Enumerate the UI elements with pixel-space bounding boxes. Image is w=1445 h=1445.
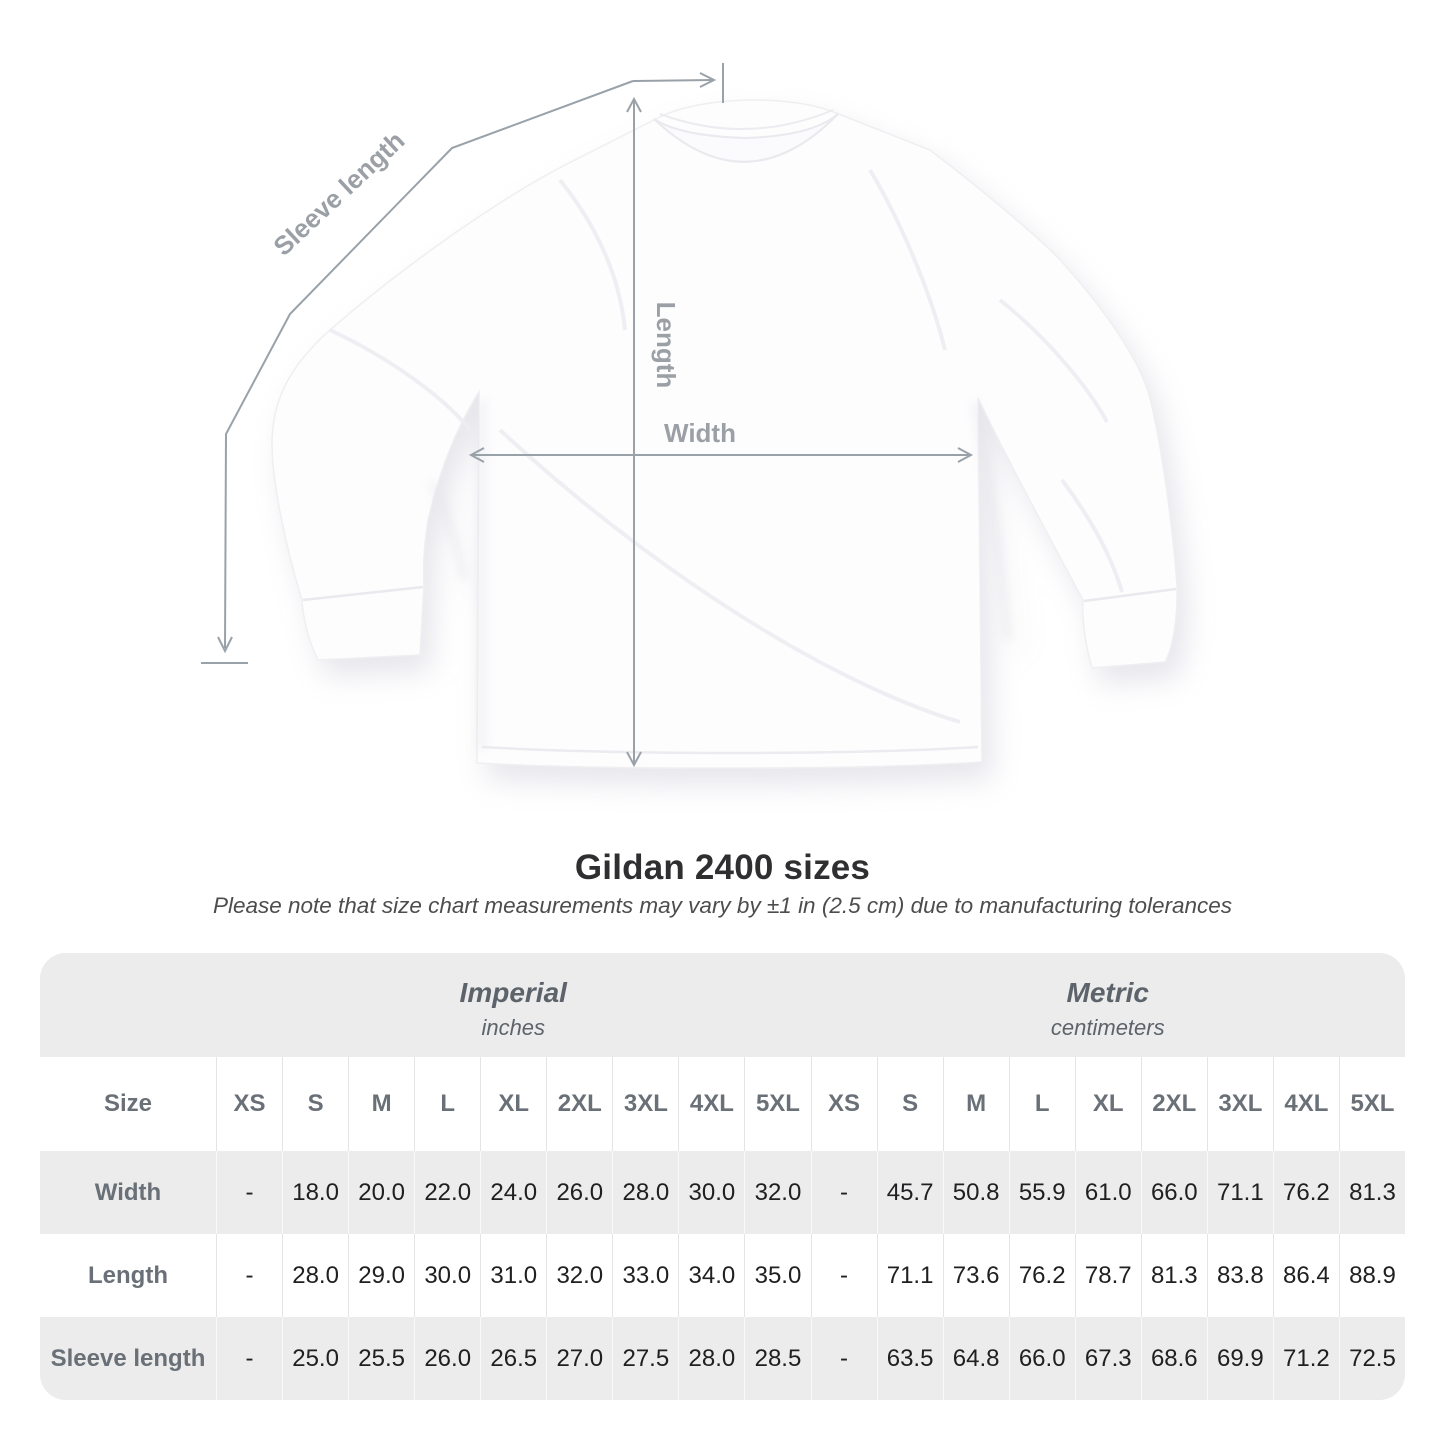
measurement-value-imperial: 32.0	[546, 1234, 612, 1317]
measurement-value-imperial: -	[216, 1317, 282, 1400]
measurement-value-imperial: 27.5	[612, 1317, 678, 1400]
size-header-metric: 2XL	[1141, 1057, 1207, 1151]
imperial-label: Imperial	[459, 977, 567, 1008]
measurement-value-imperial: 18.0	[282, 1151, 348, 1234]
size-table	[40, 953, 1405, 1400]
width-label: Width	[664, 418, 736, 448]
measurement-value-imperial: 35.0	[744, 1234, 810, 1317]
table-row-sleeve	[40, 1317, 1405, 1400]
measurement-value-metric: 61.0	[1075, 1151, 1141, 1234]
measurement-value-metric: -	[811, 1151, 877, 1234]
measurement-value-imperial: 32.0	[744, 1151, 810, 1234]
measurement-value-imperial: 24.0	[480, 1151, 546, 1234]
tolerance-note: Please note that size chart measurements may vary by ±1 in (2.5 cm) due to manufacturing tolerances	[212, 893, 1233, 918]
measurement-value-metric: 72.5	[1339, 1317, 1405, 1400]
measurement-value-imperial: 26.5	[480, 1317, 546, 1400]
metric-label: Metric	[1066, 977, 1149, 1008]
measurement-value-metric: 76.2	[1009, 1234, 1075, 1317]
measurement-value-metric: 76.2	[1273, 1151, 1339, 1234]
measurement-value-metric: 66.0	[1009, 1317, 1075, 1400]
size-header-metric: 4XL	[1273, 1057, 1339, 1151]
size-header-metric: S	[877, 1057, 943, 1151]
measurement-value-metric: 45.7	[877, 1151, 943, 1234]
size-header-imperial: M	[348, 1057, 414, 1151]
measurement-value-metric: 64.8	[943, 1317, 1009, 1400]
size-header-metric: XL	[1075, 1057, 1141, 1151]
size-header-imperial: 2XL	[546, 1057, 612, 1151]
measurement-value-imperial: 28.0	[282, 1234, 348, 1317]
size-chart-title: Gildan 2400 sizes	[574, 848, 871, 887]
row-label: Length	[88, 1261, 168, 1289]
row-label: Sleeve length	[50, 1344, 206, 1372]
measurement-value-metric: 66.0	[1141, 1151, 1207, 1234]
imperial-unit-label: inches	[481, 1015, 546, 1040]
measurement-value-imperial: 25.5	[348, 1317, 414, 1400]
metric-unit-label: centimeters	[1050, 1015, 1165, 1040]
measurement-value-imperial: 29.0	[348, 1234, 414, 1317]
size-column-header: Size	[103, 1090, 153, 1117]
measurement-value-metric: 55.9	[1009, 1151, 1075, 1234]
metric-group-header	[811, 969, 1406, 1041]
measurement-value-metric: 50.8	[943, 1151, 1009, 1234]
measurement-value-metric: 63.5	[877, 1317, 943, 1400]
size-header-metric: M	[943, 1057, 1009, 1151]
measurement-value-imperial: 31.0	[480, 1234, 546, 1317]
measurement-value-imperial: -	[216, 1151, 282, 1234]
size-header-row	[40, 1057, 1405, 1151]
size-header-imperial: L	[414, 1057, 480, 1151]
measurement-value-metric: 86.4	[1273, 1234, 1339, 1317]
measurement-value-imperial: 26.0	[546, 1151, 612, 1234]
row-label: Width	[94, 1178, 162, 1206]
measurement-value-metric: -	[811, 1234, 877, 1317]
measurement-value-imperial: 28.0	[678, 1317, 744, 1400]
measurement-value-imperial: 28.0	[612, 1151, 678, 1234]
imperial-group-header	[216, 969, 811, 1041]
measurement-value-metric: 81.3	[1141, 1234, 1207, 1317]
measurement-value-imperial: 28.5	[744, 1317, 810, 1400]
size-header-imperial: XS	[216, 1057, 282, 1151]
size-header-imperial: XL	[480, 1057, 546, 1151]
unit-group-header-row	[40, 953, 1405, 1057]
measurement-value-metric: 83.8	[1207, 1234, 1273, 1317]
length-label: Length	[651, 301, 681, 389]
measurement-value-metric: 71.2	[1273, 1317, 1339, 1400]
size-header-metric: XS	[811, 1057, 877, 1151]
measurement-value-imperial: 26.0	[414, 1317, 480, 1400]
size-header-metric: 5XL	[1339, 1057, 1405, 1151]
measurement-value-imperial: 34.0	[678, 1234, 744, 1317]
measurement-value-imperial: -	[216, 1234, 282, 1317]
measurement-value-imperial: 22.0	[414, 1151, 480, 1234]
table-row-width	[40, 1151, 1405, 1234]
measurement-value-imperial: 30.0	[414, 1234, 480, 1317]
sleeve-length-label: Sleeve length	[267, 125, 411, 262]
size-header-imperial: S	[282, 1057, 348, 1151]
measurement-value-imperial: 27.0	[546, 1317, 612, 1400]
measurement-value-imperial: 33.0	[612, 1234, 678, 1317]
measurement-value-imperial: 25.0	[282, 1317, 348, 1400]
size-header-metric: 3XL	[1207, 1057, 1273, 1151]
measurement-value-metric: -	[811, 1317, 877, 1400]
measurement-value-imperial: 20.0	[348, 1151, 414, 1234]
measurement-value-metric: 71.1	[877, 1234, 943, 1317]
measurement-value-metric: 73.6	[943, 1234, 1009, 1317]
measurement-value-metric: 67.3	[1075, 1317, 1141, 1400]
measurement-value-imperial: 30.0	[678, 1151, 744, 1234]
measurement-value-metric: 69.9	[1207, 1317, 1273, 1400]
measurement-value-metric: 88.9	[1339, 1234, 1405, 1317]
measurement-value-metric: 78.7	[1075, 1234, 1141, 1317]
size-header-imperial: 3XL	[612, 1057, 678, 1151]
measurement-value-metric: 68.6	[1141, 1317, 1207, 1400]
size-header-imperial: 5XL	[744, 1057, 810, 1151]
measurement-value-metric: 81.3	[1339, 1151, 1405, 1234]
size-header-metric: L	[1009, 1057, 1075, 1151]
table-row-length	[40, 1234, 1405, 1317]
size-header-imperial: 4XL	[678, 1057, 744, 1151]
measurement-value-metric: 71.1	[1207, 1151, 1273, 1234]
